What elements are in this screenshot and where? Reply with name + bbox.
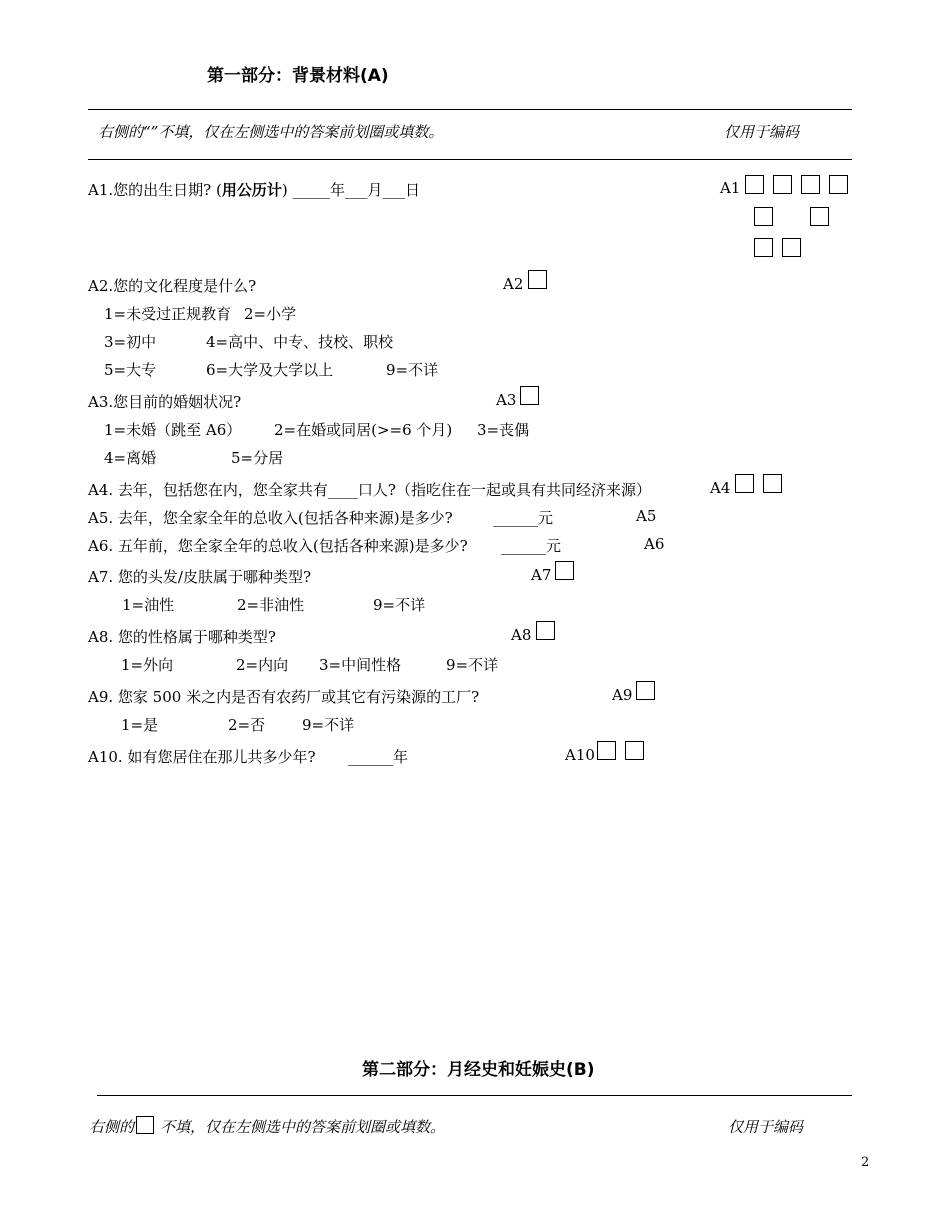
a7-option-9: 9=不详 <box>373 596 426 614</box>
code-box-a1-2[interactable] <box>773 175 792 194</box>
a3-option-2: 2=在婚或同居(>=6 个月) <box>274 421 453 439</box>
question-a2: A2.您的文化程度是什么? <box>88 277 257 295</box>
part1-title: 第一部分：背景材料(A) <box>207 66 389 86</box>
question-a9: A9. 您家 500 米之内是否有农药厂或其它有污染源的工厂? <box>88 688 480 706</box>
code-a4-label: A4 <box>710 479 731 497</box>
a5-blank[interactable]: ______元 <box>493 509 554 527</box>
a2-option-6: 6=大学及大学以上 <box>206 361 334 379</box>
code-box-a1-3[interactable] <box>801 175 820 194</box>
part2-instruction-box-icon <box>136 1116 154 1134</box>
code-box-a1-6[interactable] <box>810 207 829 226</box>
a8-option-2: 2=内向 <box>236 656 289 674</box>
divider-bottom <box>88 159 852 160</box>
question-a1 <box>88 179 420 200</box>
code-box-a4-1[interactable] <box>735 474 754 493</box>
a3-option-5: 5=分居 <box>231 449 284 467</box>
question-a8: A8. 您的性格属于哪种类型? <box>88 628 276 646</box>
a8-option-9: 9=不详 <box>446 656 499 674</box>
question-a3: A3.您目前的婚姻状况? <box>88 393 242 411</box>
a10-blank[interactable]: ______年 <box>348 748 409 766</box>
question-a7: A7. 您的头发/皮肤属于哪种类型? <box>88 568 312 586</box>
a9-option-2: 2=否 <box>228 716 266 734</box>
part1-code-header: 仅用于编码 <box>724 123 800 141</box>
divider-top <box>88 109 852 110</box>
question-a1-prefix: A1.您的出生日期? ( <box>88 181 222 199</box>
code-a1-label: A1 <box>720 179 741 197</box>
code-box-a1-8[interactable] <box>782 238 801 257</box>
a2-option-3: 3=初中 <box>104 333 157 351</box>
question-a4: A4. 去年，包括您在内，您全家共有____口人?（指吃住在一起或具有共同经济来源） <box>88 481 651 499</box>
code-box-a1-1[interactable] <box>745 175 764 194</box>
code-box-a1-5[interactable] <box>754 207 773 226</box>
question-a10: A10. 如有您居住在那儿共多少年? <box>88 748 316 766</box>
question-a1-bold: 用公历计 <box>221 181 282 199</box>
code-box-a2[interactable] <box>528 270 547 289</box>
code-a3-label: A3 <box>496 391 517 409</box>
a9-option-9: 9=不详 <box>302 716 355 734</box>
code-a8-label: A8 <box>511 626 532 644</box>
code-a9-label: A9 <box>612 686 633 704</box>
part2-instruction-suffix: 不填，仅在左侧选中的答案前划圈或填数。 <box>160 1118 446 1136</box>
code-box-a10-1[interactable] <box>597 741 616 760</box>
part2-title: 第二部分：月经史和妊娠史(B) <box>362 1060 595 1080</box>
a7-option-1: 1=油性 <box>122 596 175 614</box>
a3-option-4: 4=离婚 <box>104 449 157 467</box>
part2-instruction-prefix: 右侧的 <box>89 1118 135 1136</box>
part2-instruction <box>89 1116 445 1137</box>
question-a5: A5. 去年，您全家全年的总收入(包括各种来源)是多少? <box>88 509 453 527</box>
a6-blank[interactable]: ______元 <box>501 537 562 555</box>
part1-instruction: 右侧的“”不填，仅在左侧选中的答案前划圈或填数。 <box>98 123 444 141</box>
question-a1-suffix: ) _____年___月___日 <box>281 181 420 199</box>
code-box-a8[interactable] <box>536 621 555 640</box>
code-a6-label: A6 <box>644 535 665 553</box>
a2-option-9: 9=不详 <box>386 361 439 379</box>
a3-option-1: 1=未婚（跳至 A6） <box>104 421 242 439</box>
a3-option-3: 3=丧偶 <box>477 421 530 439</box>
a9-option-1: 1=是 <box>121 716 159 734</box>
page-number: 2 <box>861 1155 870 1170</box>
a2-option-4: 4=高中、中专、技校、职校 <box>206 333 394 351</box>
code-box-a1-4[interactable] <box>829 175 848 194</box>
a2-option-2: 2=小学 <box>244 305 297 323</box>
a8-option-3: 3=中间性格 <box>319 656 402 674</box>
question-a6: A6. 五年前，您全家全年的总收入(包括各种来源)是多少? <box>88 537 468 555</box>
code-box-a10-2[interactable] <box>625 741 644 760</box>
code-a7-label: A7 <box>531 566 552 584</box>
code-a5-label: A5 <box>636 507 657 525</box>
part2-divider <box>97 1095 852 1096</box>
code-box-a7[interactable] <box>555 561 574 580</box>
code-box-a4-2[interactable] <box>763 474 782 493</box>
a2-option-1: 1=未受过正规教育 <box>104 305 232 323</box>
code-a2-label: A2 <box>503 275 524 293</box>
code-box-a1-7[interactable] <box>754 238 773 257</box>
code-a10-label: A10 <box>565 746 595 764</box>
a7-option-2: 2=非油性 <box>237 596 305 614</box>
code-box-a3[interactable] <box>520 386 539 405</box>
code-box-a9[interactable] <box>636 681 655 700</box>
part2-code-header: 仅用于编码 <box>728 1118 804 1136</box>
a2-option-5: 5=大专 <box>104 361 157 379</box>
a8-option-1: 1=外向 <box>121 656 174 674</box>
